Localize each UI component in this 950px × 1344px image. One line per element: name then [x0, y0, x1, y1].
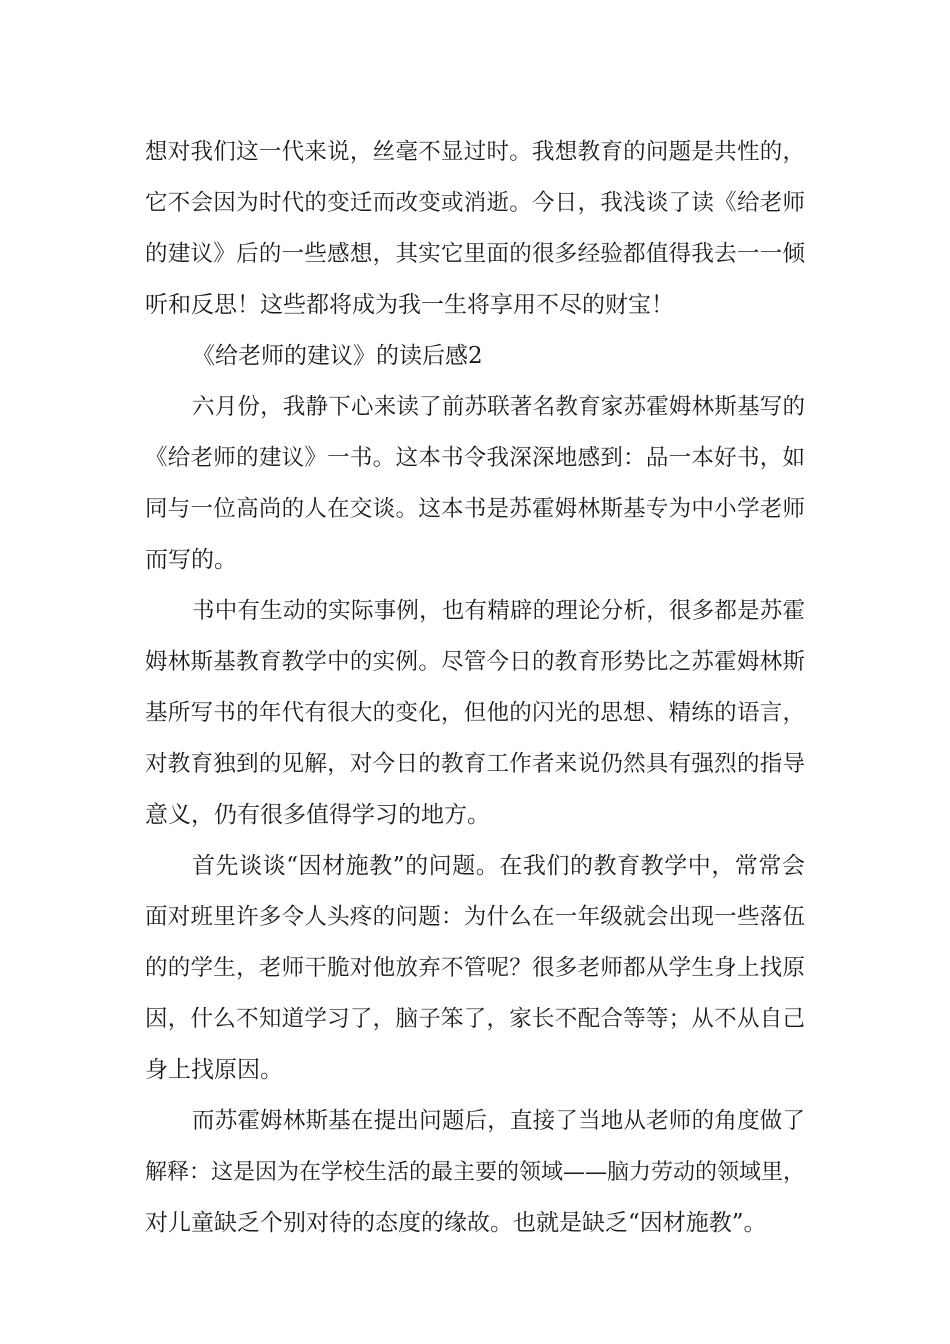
text-line: 面对班里许多令人头疼的问题：为什么在一年级就会出现一些落伍 [145, 904, 805, 930]
text-line: 而写的。 [145, 547, 237, 573]
text-line: 同与一位高尚的人在交谈。这本书是苏霍姆林斯基专为中小学老师 [145, 496, 805, 522]
text-line: 的的学生，老师干脆对他放弃不管呢？很多老师都从学生身上找原 [145, 955, 805, 981]
text-line: 而苏霍姆林斯基在提出问题后，直接了当地从老师的角度做了 [192, 1108, 805, 1134]
section-heading [145, 331, 805, 382]
text-line: 姆林斯基教育教学中的实例。尽管今日的教育形势比之苏霍姆林斯 [145, 649, 805, 675]
text-line: 想对我们这一代来说，丝毫不显过时。我想教育的问题是共性的， [145, 139, 805, 165]
paragraph [145, 382, 805, 586]
paragraph [145, 1096, 805, 1249]
text-line: 六月份，我静下心来读了前苏联著名教育家苏霍姆林斯基写的 [192, 394, 805, 420]
text-line: 基所写书的年代有很大的变化，但他的闪光的思想、精练的语言， [145, 700, 805, 726]
paragraph [145, 127, 805, 331]
text-line: 对儿童缺乏个别对待的态度的缘故。也就是缺乏“因材施教”。 [145, 1210, 767, 1236]
paragraph [145, 841, 805, 1096]
text-line: 书中有生动的实际事例，也有精辟的理论分析，很多都是苏霍 [192, 598, 805, 624]
text-line: 的建议》后的一些感想，其实它里面的很多经验都值得我去一一倾 [145, 241, 805, 267]
document-body [145, 127, 805, 1249]
heading-text: 《给老师的建议》的读后感2 [192, 343, 483, 369]
text-line: 对教育独到的见解，对今日的教育工作者来说仍然具有强烈的指导 [145, 751, 805, 777]
text-line: 意义，仍有很多值得学习的地方。 [145, 802, 490, 828]
text-line: 《给老师的建议》一书。这本书令我深深地感到：品一本好书，如 [145, 445, 805, 471]
text-line: 首先谈谈“因材施教”的问题。在我们的教育教学中，常常会 [192, 853, 805, 879]
text-line: 解释：这是因为在学校生活的最主要的领域——脑力劳动的领域里， [145, 1160, 806, 1185]
paragraph [145, 586, 805, 841]
text-line: 因，什么不知道学习了，脑子笨了，家长不配合等等；从不从自己 [145, 1006, 805, 1032]
text-line: 听和反思！这些都将成为我一生将享用不尽的财宝！ [145, 292, 674, 318]
text-line: 身上找原因。 [145, 1057, 283, 1083]
text-line: 它不会因为时代的变迁而改变或消逝。今日，我浅谈了读《给老师 [145, 190, 805, 216]
